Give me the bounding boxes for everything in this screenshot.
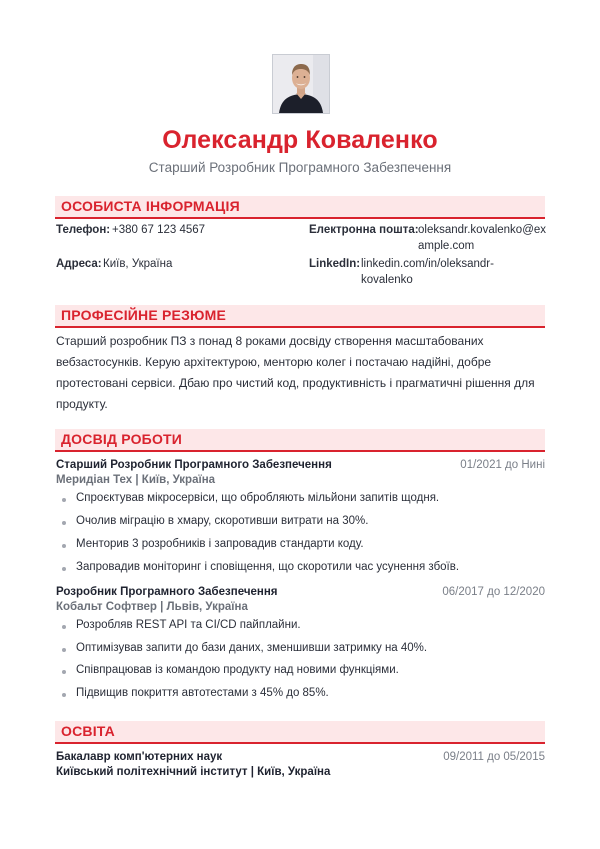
job-dates: 06/2017 до 12/2020 <box>442 586 545 598</box>
job-bullet: Менторив 3 розробників і запровадив стандарти коду. <box>62 538 556 550</box>
phone-value: +380 67 123 4567 <box>112 224 206 236</box>
summary-text: Старший розробник ПЗ з понад 8 роками досвіду створення масштабованих вебзастосунків. Керую архітектурою, менторю колег і постачаю надійні, добре протестовані сервіси. Дбаю про чистий код, продуктивність і прагматичні рішення для продукту. <box>56 334 535 411</box>
education-school: Київський політехнічний інститут | Київ, Україна <box>56 766 331 778</box>
job-bullet: Оптимізував запити до бази даних, зменшивши затримку на 40%. <box>62 642 556 654</box>
linkedin-value-line2: kovalenko <box>361 274 413 286</box>
job-bullet: Розробляв REST API та CI/CD пайплайни. <box>62 619 556 631</box>
email-value-line1: oleksandr.kovalenko@ex <box>418 224 547 236</box>
section-heading-personal <box>55 196 545 219</box>
section-heading-label: ДОСВІД РОБОТИ <box>61 431 183 447</box>
address-value: Київ, Україна <box>103 258 173 270</box>
section-heading-label: ОСВІТА <box>61 723 115 739</box>
candidate-title: Старший Розробник Програмного Забезпечення <box>148 160 452 175</box>
profile-photo <box>272 54 330 114</box>
linkedin-label: LinkedIn: <box>309 258 361 270</box>
job-title: Старший Розробник Програмного Забезпечення <box>56 459 332 471</box>
job-bullet: Підвищив покриття автотестами з 45% до 85%. <box>62 687 556 699</box>
address-label: Адреса: <box>56 258 102 270</box>
email-label: Електронна пошта: <box>309 224 419 236</box>
education-degree: Бакалавр комп'ютерних наук <box>56 751 223 763</box>
section-heading-summary <box>55 305 545 328</box>
job-dates: 01/2021 до Нині <box>460 459 545 471</box>
section-heading-experience <box>55 429 545 452</box>
job-company: Кобальт Софтвер | Львів, Україна <box>56 601 248 613</box>
job-bullet: Очолив міграцію в хмару, скоротивши витрати на 30%. <box>62 515 556 527</box>
section-heading-label: ОСОБИСТА ІНФОРМАЦІЯ <box>61 198 240 214</box>
job-company: Меридіан Тех | Київ, Україна <box>56 474 216 486</box>
linkedin-value-line1: linkedin.com/in/oleksandr- <box>361 258 494 270</box>
section-heading-education <box>55 721 545 744</box>
job-bullet: Запровадив моніторинг і сповіщення, що скоротили час усунення збоїв. <box>62 561 556 573</box>
job-bullet: Спроєктував мікросервіси, що обробляють мільйони запитів щодня. <box>62 492 556 504</box>
education-dates: 09/2011 до 05/2015 <box>443 751 545 763</box>
candidate-name: Олександр Коваленко <box>162 126 438 154</box>
email-value-line2: ample.com <box>418 240 475 252</box>
job-title: Розробник Програмного Забезпечення <box>56 586 278 598</box>
phone-label: Телефон: <box>56 224 111 236</box>
section-heading-label: ПРОФЕСІЙНЕ РЕЗЮМЕ <box>61 307 227 323</box>
job-bullet: Співпрацював із командою продукту над новими функціями. <box>62 664 556 676</box>
